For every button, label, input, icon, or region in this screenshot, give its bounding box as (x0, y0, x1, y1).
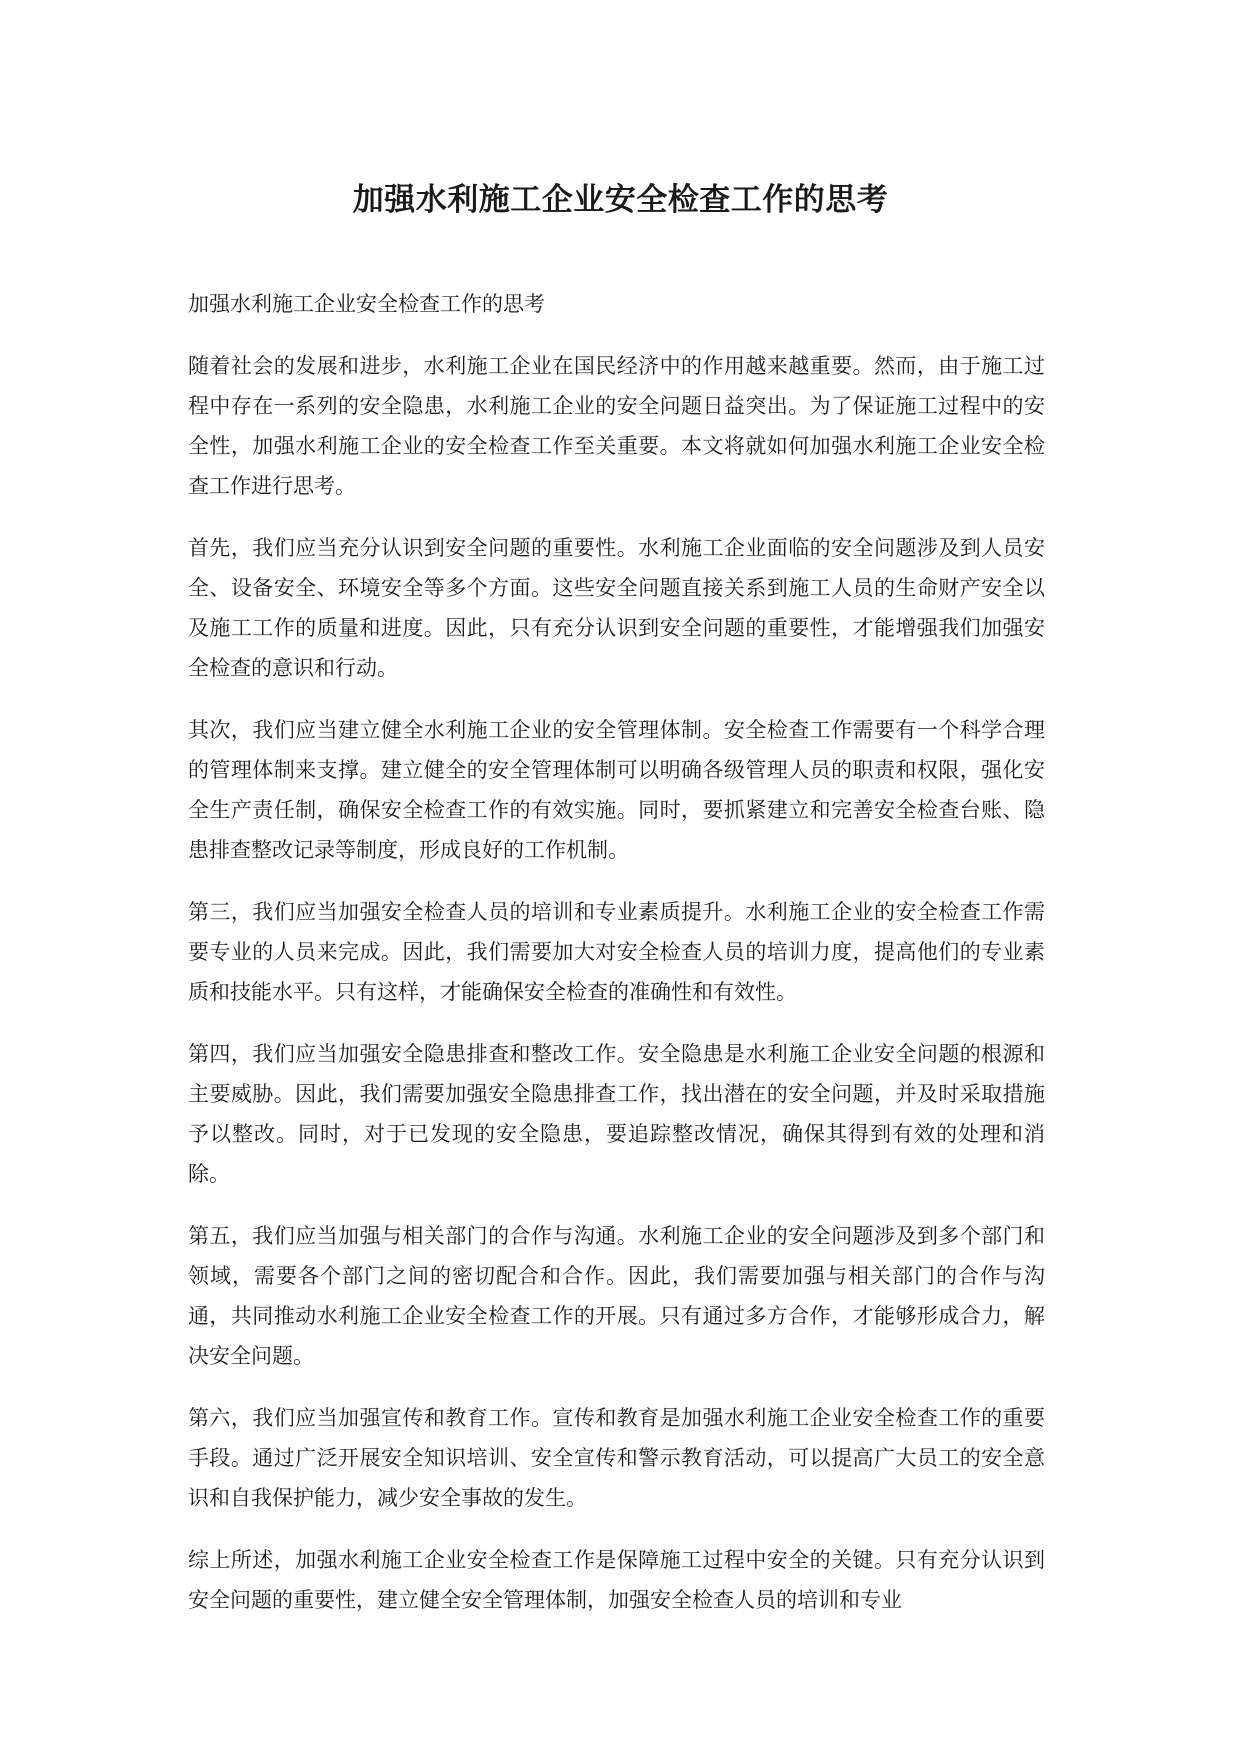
paragraph-second: 其次，我们应当建立健全水利施工企业的安全管理体制。安全检查工作需要有一个科学合理的管理体制来支撑。建立健全的安全管理体制可以明确各级管理人员的职责和权限，强化安全生产责任制，确保安全检查工作的有效实施。同时，要抓紧建立和完善安全检查台账、隐患排查整改记录等制度，形成良好的工作机制。 (188, 718, 1045, 862)
paragraph-conclusion: 综上所述，加强水利施工企业安全检查工作是保障施工过程中安全的关键。只有充分认识到安全问题的重要性，建立健全安全管理体制，加强安全检查人员的培训和专业 (188, 1548, 1045, 1612)
paragraph-fifth: 第五，我们应当加强与相关部门的合作与沟通。水利施工企业的安全问题涉及到多个部门和领域，需要各个部门之间的密切配合和合作。因此，我们需要加强与相关部门的合作与沟通，共同推动水利施工企业安全检查工作的开展。只有通过多方合作，才能够形成合力，解决安全问题。 (188, 1224, 1045, 1368)
document-title: 加强水利施工企业安全检查工作的思考 (352, 182, 889, 218)
paragraph-sixth: 第六，我们应当加强宣传和教育工作。宣传和教育是加强水利施工企业安全检查工作的重要手段。通过广泛开展安全知识培训、安全宣传和警示教育活动，可以提高广大员工的安全意识和自我保护能力，减少安全事故的发生。 (188, 1406, 1045, 1510)
paragraph-intro: 随着社会的发展和进步，水利施工企业在国民经济中的作用越来越重要。然而，由于施工过程中存在一系列的安全隐患，水利施工企业的安全问题日益突出。为了保证施工过程中的安全性，加强水利施工企业的安全检查工作至关重要。本文将就如何加强水利施工企业安全检查工作进行思考。 (188, 354, 1045, 498)
paragraph-third: 第三，我们应当加强安全检查人员的培训和专业素质提升。水利施工企业的安全检查工作需要专业的人员来完成。因此，我们需要加大对安全检查人员的培训力度，提高他们的专业素质和技能水平。只有这样，才能确保安全检查的准确性和有效性。 (188, 900, 1045, 1004)
paragraph-fourth: 第四，我们应当加强安全隐患排查和整改工作。安全隐患是水利施工企业安全问题的根源和主要威胁。因此，我们需要加强安全隐患排查工作，找出潜在的安全问题，并及时采取措施予以整改。同时，对于已发现的安全隐患，要追踪整改情况，确保其得到有效的处理和消除。 (188, 1042, 1045, 1186)
paragraph-first: 首先，我们应当充分认识到安全问题的重要性。水利施工企业面临的安全问题涉及到人员安全、设备安全、环境安全等多个方面。这些安全问题直接关系到施工人员的生命财产安全以及施工工作的质量和进度。因此，只有充分认识到安全问题的重要性，才能增强我们加强安全检查的意识和行动。 (188, 536, 1045, 680)
document-subtitle: 加强水利施工企业安全检查工作的思考 (188, 292, 545, 316)
document-body (188, 284, 1045, 1642)
